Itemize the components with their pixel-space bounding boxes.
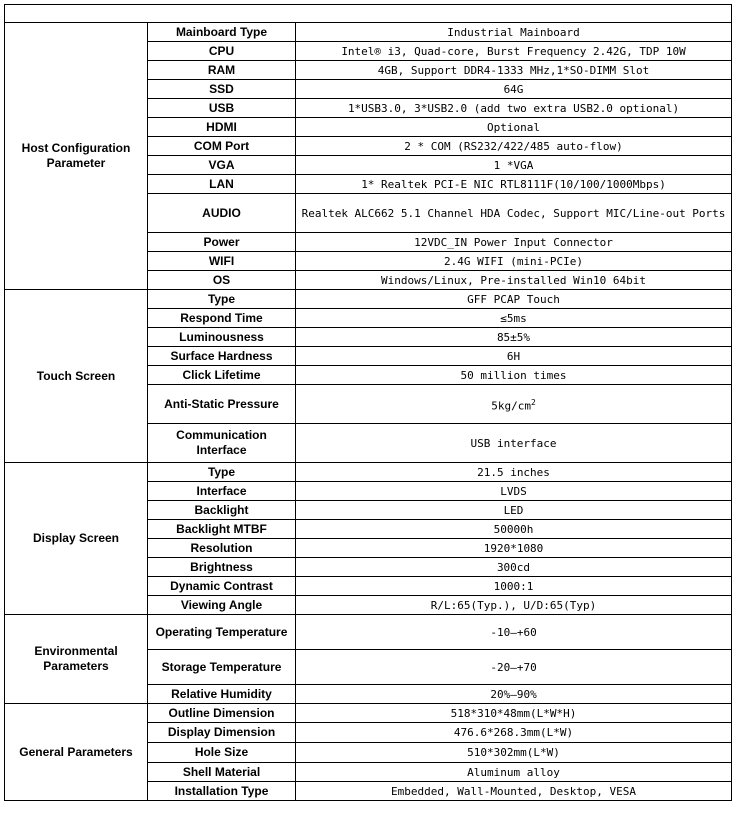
spec-name: Dynamic Contrast	[148, 577, 296, 596]
spec-value-text: 6H	[506, 349, 521, 363]
spec-value-text: 20%—90%	[490, 687, 537, 701]
spec-value-text: Embedded, Wall-Mounted, Desktop, VESA	[390, 784, 637, 798]
spec-value	[296, 23, 732, 42]
spec-value	[296, 290, 732, 309]
spec-value	[296, 328, 732, 347]
spec-value	[296, 271, 732, 290]
spec-name: Respond Time	[148, 309, 296, 328]
spec-value-text: 2 * COM (RS232/422/485 auto-flow)	[404, 139, 623, 153]
spec-value	[296, 80, 732, 99]
spec-name: WIFI	[148, 252, 296, 271]
spec-value	[296, 501, 732, 520]
spec-value-text: Realtek ALC662 5.1 Channel HDA Codec, Support MIC/Line-out Ports	[301, 206, 726, 220]
spec-value-text: 1920*1080	[483, 541, 544, 555]
spec-name: Outline Dimension	[148, 704, 296, 723]
spec-value-text: 64G	[503, 82, 524, 96]
spec-value	[296, 596, 732, 615]
spec-name: Surface Hardness	[148, 347, 296, 366]
spec-value-text: 50 million times	[460, 368, 567, 382]
spec-name: Brightness	[148, 558, 296, 577]
table-row	[5, 463, 732, 482]
spec-value	[296, 252, 732, 271]
spec-name: Viewing Angle	[148, 596, 296, 615]
spec-value	[296, 175, 732, 194]
spec-value-text: Windows/Linux, Pre-installed Win10 64bit	[381, 273, 646, 287]
spec-value-text: Optional	[487, 120, 540, 134]
spec-value	[296, 194, 732, 233]
spec-name: Resolution	[148, 539, 296, 558]
spec-name: Operating Temperature	[148, 615, 296, 650]
spec-name: AUDIO	[148, 194, 296, 233]
spec-value-text: LVDS	[500, 484, 527, 498]
spec-value	[296, 650, 732, 685]
spec-name: Relative Humidity	[148, 685, 296, 704]
category-touch-screen: Touch Screen	[5, 290, 148, 463]
spec-name: OS	[148, 271, 296, 290]
spec-value	[296, 137, 732, 156]
spec-name: Display Dimension	[148, 723, 296, 743]
spec-value-text: ≤5ms	[500, 311, 527, 325]
spec-value-text: GFF PCAP Touch	[467, 292, 560, 306]
spec-value-text: 300cd	[496, 560, 531, 574]
table-row	[5, 615, 732, 650]
spec-value-text: 510*302mm(L*W)	[467, 746, 560, 759]
table-header-row	[5, 5, 732, 23]
spec-value-text: 21.5 inches	[477, 465, 550, 479]
spec-value	[296, 558, 732, 577]
spec-value	[296, 463, 732, 482]
spec-value-text: 12VDC_IN Power Input Connector	[414, 235, 613, 249]
spec-name: Storage Temperature	[148, 650, 296, 685]
spec-value	[296, 385, 732, 424]
spec-value-text: 2.4G WIFI (mini-PCIe)	[443, 254, 584, 268]
spec-value	[296, 156, 732, 175]
spec-value	[296, 424, 732, 463]
spec-value	[296, 118, 732, 137]
spec-name: Installation Type	[148, 782, 296, 801]
spec-name: CPU	[148, 42, 296, 61]
spec-value-superscript: 2	[530, 397, 536, 407]
table-header-cell	[5, 5, 732, 23]
spec-value	[296, 309, 732, 328]
spec-value	[296, 61, 732, 80]
spec-value-text: 50000h	[493, 522, 534, 536]
spec-value	[296, 347, 732, 366]
spec-name: Backlight MTBF	[148, 520, 296, 539]
table-row	[5, 23, 732, 42]
spec-name: LAN	[148, 175, 296, 194]
spec-value	[296, 704, 732, 723]
spec-name: HDMI	[148, 118, 296, 137]
spec-value	[296, 42, 732, 61]
spec-value-text: 1*USB3.0, 3*USB2.0 (add two extra USB2.0 optional)	[347, 101, 680, 115]
spec-value	[296, 520, 732, 539]
spec-value	[296, 99, 732, 118]
spec-name: Power	[148, 233, 296, 252]
spec-name: Interface	[148, 482, 296, 501]
spec-value-text: 518*310*48mm(L*W*H)	[450, 706, 577, 720]
spec-value	[296, 577, 732, 596]
spec-name: Anti-Static Pressure	[148, 385, 296, 424]
spec-value	[296, 482, 732, 501]
spec-name: Type	[148, 463, 296, 482]
spec-value	[296, 685, 732, 704]
category-environmental-parameters: Environmental Parameters	[5, 615, 148, 704]
table-row	[5, 290, 732, 309]
spec-value-text: -10—+60	[490, 625, 537, 639]
spec-value-text: 4GB, Support DDR4-1333 MHz,1*SO-DIMM Slot	[377, 63, 650, 77]
spec-value-text: 1* Realtek PCI-E NIC RTL8111F(10/100/1000Mbps)	[361, 177, 666, 191]
spec-value-text: USB interface	[470, 436, 557, 450]
table-row	[5, 704, 732, 723]
spec-name: Click Lifetime	[148, 366, 296, 385]
spec-name: USB	[148, 99, 296, 118]
spec-value	[296, 782, 732, 801]
spec-value-text: 5kg/cm	[491, 399, 531, 413]
spec-value-text: Intel® i3, Quad-core, Burst Frequency 2.42G, TDP 10W	[341, 44, 686, 58]
spec-value	[296, 233, 732, 252]
spec-name: COM Port	[148, 137, 296, 156]
spec-table-body	[5, 5, 732, 801]
spec-name: Communication Interface	[148, 424, 296, 463]
spec-name: Mainboard Type	[148, 23, 296, 42]
spec-value	[296, 743, 732, 763]
spec-value	[296, 615, 732, 650]
spec-name: VGA	[148, 156, 296, 175]
spec-name: Type	[148, 290, 296, 309]
spec-value	[296, 539, 732, 558]
spec-value-text: -20—+70	[490, 660, 537, 674]
category-display-screen: Display Screen	[5, 463, 148, 615]
spec-value-text: 1000:1	[493, 579, 534, 593]
spec-name: Shell Material	[148, 763, 296, 782]
spec-value	[296, 723, 732, 743]
spec-name: Backlight	[148, 501, 296, 520]
spec-name: Luminousness	[148, 328, 296, 347]
spec-name: RAM	[148, 61, 296, 80]
spec-value-text: 85±5%	[496, 330, 531, 344]
spec-value	[296, 366, 732, 385]
spec-value	[296, 763, 732, 782]
spec-value-text: LED	[503, 503, 524, 517]
spec-value-text: Aluminum alloy	[467, 765, 560, 779]
spec-value-text: 476.6*268.3mm(L*W)	[453, 726, 574, 739]
spec-table	[4, 4, 732, 801]
spec-value-text: 1 *VGA	[493, 158, 534, 172]
category-general-parameters: General Parameters	[5, 704, 148, 801]
spec-name: SSD	[148, 80, 296, 99]
spec-value-text: Industrial Mainboard	[447, 25, 580, 39]
spec-value-text: R/L:65(Typ.), U/D:65(Typ)	[430, 598, 597, 612]
category-host-configuration: Host Configuration Parameter	[5, 23, 148, 290]
spec-name: Hole Size	[148, 743, 296, 763]
